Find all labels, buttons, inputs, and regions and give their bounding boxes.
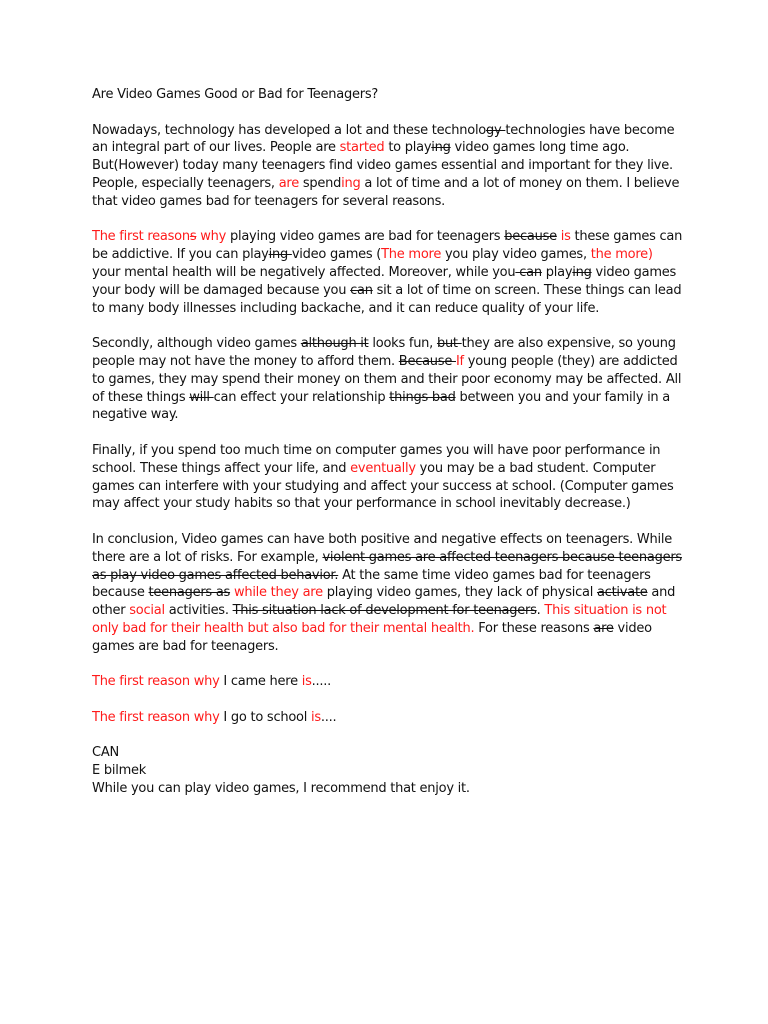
correction-text: while they are [233,585,323,601]
struck-text: can [515,264,542,280]
signature-name: CAN [92,745,119,761]
text-run: video games ( [291,247,382,263]
struck-text: things bad [389,389,456,405]
text-run: Secondly, although video games [92,336,301,352]
conclusion-paragraph [92,531,684,656]
correction-text: The more [381,247,442,263]
struck-correction-text: s [189,229,197,245]
text-run: to play [384,140,432,156]
text-run: For these reasons [474,620,594,636]
text-run: and other [92,585,676,619]
intro-paragraph [92,122,684,211]
text-run: Nowadays, technology has developed a lot and these technolo [92,122,487,138]
text-run: playing video games, they lack of physical [322,585,597,601]
text-run: At the same time video games bad for teenagers because [92,567,651,601]
text-run: video games are bad for teenagers. [92,620,652,654]
text-run: young people (they) are addicted to games, they may spend their money on them and their poor economy may be affected. All of these things [92,353,682,405]
text-run: spend [298,175,342,191]
struck-text: can [350,282,373,298]
struck-text: are [593,620,614,636]
first-reason-paragraph [92,228,684,317]
second-reason-paragraph [92,335,684,424]
correction-text: the more) [590,247,653,263]
text-run: video games your body will be damaged because you [92,264,677,298]
struck-text: but [436,336,462,352]
signature-block [92,744,684,797]
correction-text: is [310,709,321,725]
struck-text: violent games are affected teenagers because teenagers as play video games affected behavior. [92,549,682,583]
text-run: I came here [219,674,302,690]
text-run: sit a lot of time on screen. These things can lead to many body illnesses including backache, and it can reduce quality of your life. [92,282,682,316]
struck-text: ing [572,264,592,280]
correction-text: The first reason [92,229,190,245]
text-run: Finally, if you spend too much time on computer games you will have poor performance in school. These things affect your life, and [92,442,661,476]
text-run: In conclusion, Video games can have both positive and negative effects on teenagers. While there are a lot of risks. For example, [92,531,672,565]
signature-surname: E bilmek [92,763,147,779]
struck-text: This situation lack of development for teenagers [232,603,537,619]
struck-text: activate [596,585,648,601]
correction-text: ing [341,175,361,191]
practice-line-go-to-school [92,709,684,727]
practice-line-came-here [92,673,684,691]
struck-text: although it [300,336,369,352]
text-run: these games can be addictive. If you can play [92,229,683,263]
correction-text: social [129,603,165,619]
correction-text: This situation is not only bad for their health but also bad for their mental health. [92,603,667,636]
text-run: between you and your family in a negative way. [92,389,671,423]
correction-text: The first reason why [92,709,220,725]
text-run: video games long time ago. But(However) today many teenagers find video games essential and important for they live. People, especially teenagers, [92,140,673,191]
correction-text: If [455,353,464,369]
text-run: a lot of time and a lot of money on them. I believe that video games bad for teenagers for several reasons. [92,175,680,209]
correction-text: are [278,175,299,191]
document-title: Are Video Games Good or Bad for Teenagers? [92,87,379,102]
correction-text: started [339,140,385,156]
third-reason-paragraph [92,442,684,513]
correction-text: eventually [350,460,416,476]
text-run: you may be a bad student. Computer games can interfere with your studying and affect your success at school. (Computer games may affect your study habits so that your performance in school inevitably decrease.) [92,460,674,512]
closing-sentence: While you can play video games, I recommend that enjoy it. [92,781,470,797]
correction-text: is [301,674,312,690]
document-page [92,86,684,816]
correction-text: is [560,229,571,245]
text-run: playing video games are bad for teenagers [226,229,505,245]
correction-text: The first reason why [92,674,220,690]
text-run: looks fun, [368,336,437,352]
text-run: I go to school [219,709,311,725]
text-run: they are also expensive, so young people may not have the money to afford them. [92,336,676,369]
struck-text: will [189,389,214,405]
struck-text: because [504,229,557,245]
text-run: can effect your relationship [213,389,390,405]
struck-text: teenagers as [148,585,231,601]
struck-text: ing [268,247,292,263]
text-run: you play video games, [441,247,591,263]
text-run: activities. [164,603,233,619]
text-run: technologies have become an integral part of our lives. People are [92,122,675,156]
text-run: play [541,264,573,280]
text-run: your mental health will be negatively affected. Moreover, while you [92,264,516,280]
correction-text: why [196,229,227,245]
struck-text: gy [486,122,506,138]
text-run: . [536,603,545,619]
struck-text: ing [431,140,451,156]
struck-text: Because [398,353,456,369]
text-run: ..... [311,674,332,690]
text-run: .... [320,709,337,725]
